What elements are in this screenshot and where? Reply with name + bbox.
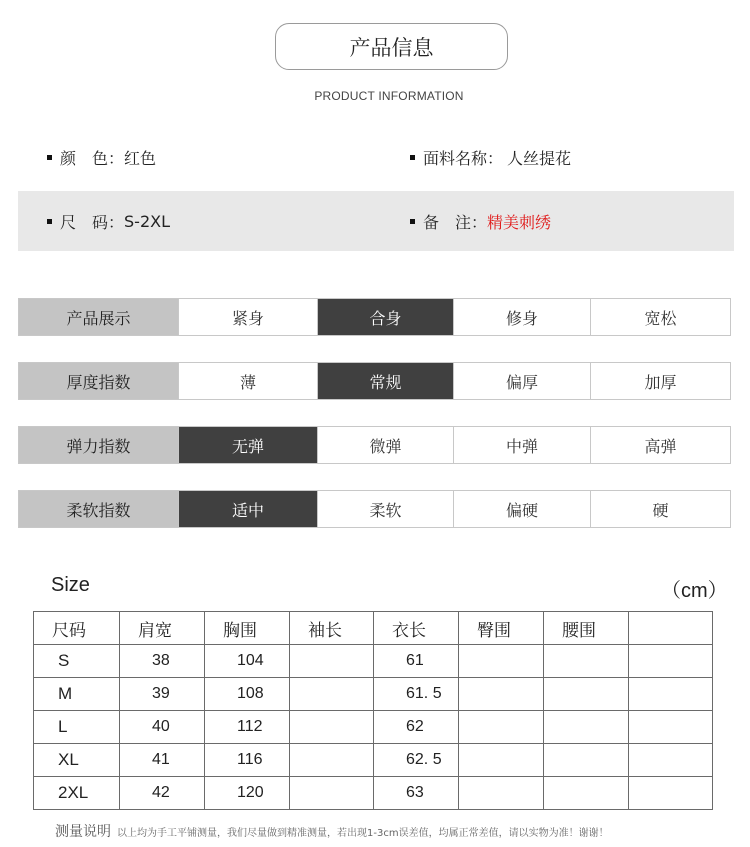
bullet-icon: [410, 219, 415, 224]
table-cell: [629, 645, 713, 678]
table-row: [34, 777, 713, 810]
attribute-option: 薄: [179, 363, 318, 399]
size-label-cell: 2XL: [34, 777, 120, 810]
table-row: [34, 744, 713, 777]
info-value: S-2XL: [124, 211, 170, 231]
measurement-note: [55, 821, 609, 841]
table-cell: 38: [120, 645, 205, 678]
table-cell: 112: [205, 711, 290, 744]
attribute-option: 中弹: [454, 427, 591, 463]
attribute-option: 硬: [652, 500, 669, 520]
size-label-cell: S: [34, 645, 120, 678]
info-value-highlight: 精美刺绣: [487, 212, 552, 232]
note-text: 以上均为手工平铺测量，我们尽量做到精准测量，若出现1-3cm误差值，均属正常差值，请以实物为准！谢谢！: [117, 828, 609, 839]
attribute-name: 弹力指数: [19, 427, 179, 463]
table-cell: [290, 678, 374, 711]
table-cell: [544, 678, 629, 711]
bullet-icon: [47, 219, 52, 224]
info-remark: [410, 191, 551, 251]
section-subtitle: PRODUCT INFORMATION: [314, 89, 464, 103]
info-size: [47, 191, 170, 251]
table-cell: [544, 711, 629, 744]
attribute-option: 紧身: [179, 299, 318, 335]
attribute-option-selected: 合身: [318, 299, 454, 335]
attribute-option: 宽松: [644, 308, 677, 328]
info-row-1: [18, 127, 734, 187]
table-cell: [459, 645, 544, 678]
info-color: [47, 127, 156, 187]
attribute-option-selected: 无弹: [179, 427, 318, 463]
table-header-cell: 肩宽: [120, 612, 205, 645]
size-chart-unit: （cm）: [661, 580, 728, 602]
table-cell: [629, 777, 713, 810]
info-row-2: [18, 191, 734, 251]
attribute-name: 产品展示: [19, 299, 179, 335]
attribute-option: 微弹: [318, 427, 454, 463]
table-cell: [459, 777, 544, 810]
table-cell: [629, 678, 713, 711]
attribute-option: 加厚: [644, 372, 677, 392]
table-cell: [290, 744, 374, 777]
table-row: [34, 711, 713, 744]
attribute-name: 柔软指数: [19, 491, 179, 527]
table-cell: 120: [205, 777, 290, 810]
table-cell: [629, 711, 713, 744]
table-cell: [290, 777, 374, 810]
table-cell: 63: [374, 777, 459, 810]
info-fabric: [410, 127, 571, 187]
table-header-cell: 腰围: [544, 612, 629, 645]
table-cell: [459, 744, 544, 777]
table-cell: [459, 678, 544, 711]
table-cell: [290, 645, 374, 678]
table-cell: [544, 645, 629, 678]
table-header-cell: 臀围: [459, 612, 544, 645]
attribute-name: 厚度指数: [19, 363, 179, 399]
attribute-option: 偏硬: [454, 491, 591, 527]
table-row: [34, 645, 713, 678]
info-label: 尺 码：: [60, 212, 125, 232]
table-cell: 62. 5: [374, 744, 459, 777]
attribute-row: [18, 426, 731, 464]
attribute-option-selected: 常规: [318, 363, 454, 399]
attribute-row: [18, 298, 731, 336]
attribute-row: [18, 362, 731, 400]
bullet-icon: [47, 155, 52, 160]
table-cell: 61. 5: [374, 678, 459, 711]
attribute-option: 修身: [454, 299, 591, 335]
table-cell: 61: [374, 645, 459, 678]
table-cell: 62: [374, 711, 459, 744]
section-title: 产品信息: [349, 35, 434, 60]
info-value: 红色: [124, 148, 157, 168]
table-cell: [629, 744, 713, 777]
table-cell: [544, 744, 629, 777]
info-label: 备 注：: [423, 212, 488, 232]
table-row: [34, 678, 713, 711]
attribute-option: 偏厚: [454, 363, 591, 399]
note-label: 测量说明: [55, 824, 111, 840]
table-cell: 39: [120, 678, 205, 711]
table-cell: [459, 711, 544, 744]
table-header-cell: 尺码: [34, 612, 120, 645]
size-label-cell: L: [34, 711, 120, 744]
section-title-box: [275, 23, 508, 70]
attribute-option: 柔软: [318, 491, 454, 527]
table-cell: 104: [205, 645, 290, 678]
bullet-icon: [410, 155, 415, 160]
table-cell: 40: [120, 711, 205, 744]
table-header-cell: 袖长: [290, 612, 374, 645]
table-cell: [544, 777, 629, 810]
table-cell: [290, 711, 374, 744]
table-header-cell: [629, 612, 713, 645]
size-chart-title: Size: [51, 574, 90, 596]
attribute-row: [18, 490, 731, 528]
info-label: 面料名称：: [423, 148, 504, 168]
table-header-cell: 胸围: [205, 612, 290, 645]
size-label-cell: XL: [34, 744, 120, 777]
table-cell: 108: [205, 678, 290, 711]
info-label: 颜 色：: [60, 148, 125, 168]
size-label-cell: M: [34, 678, 120, 711]
table-header-row: [34, 612, 713, 645]
table-cell: 42: [120, 777, 205, 810]
attribute-option: 高弹: [644, 436, 677, 456]
info-value: 人丝提花: [507, 148, 572, 168]
table-header-cell: 衣长: [374, 612, 459, 645]
table-cell: 116: [205, 744, 290, 777]
size-table: [33, 611, 713, 810]
table-cell: 41: [120, 744, 205, 777]
attribute-option-selected: 适中: [179, 491, 318, 527]
